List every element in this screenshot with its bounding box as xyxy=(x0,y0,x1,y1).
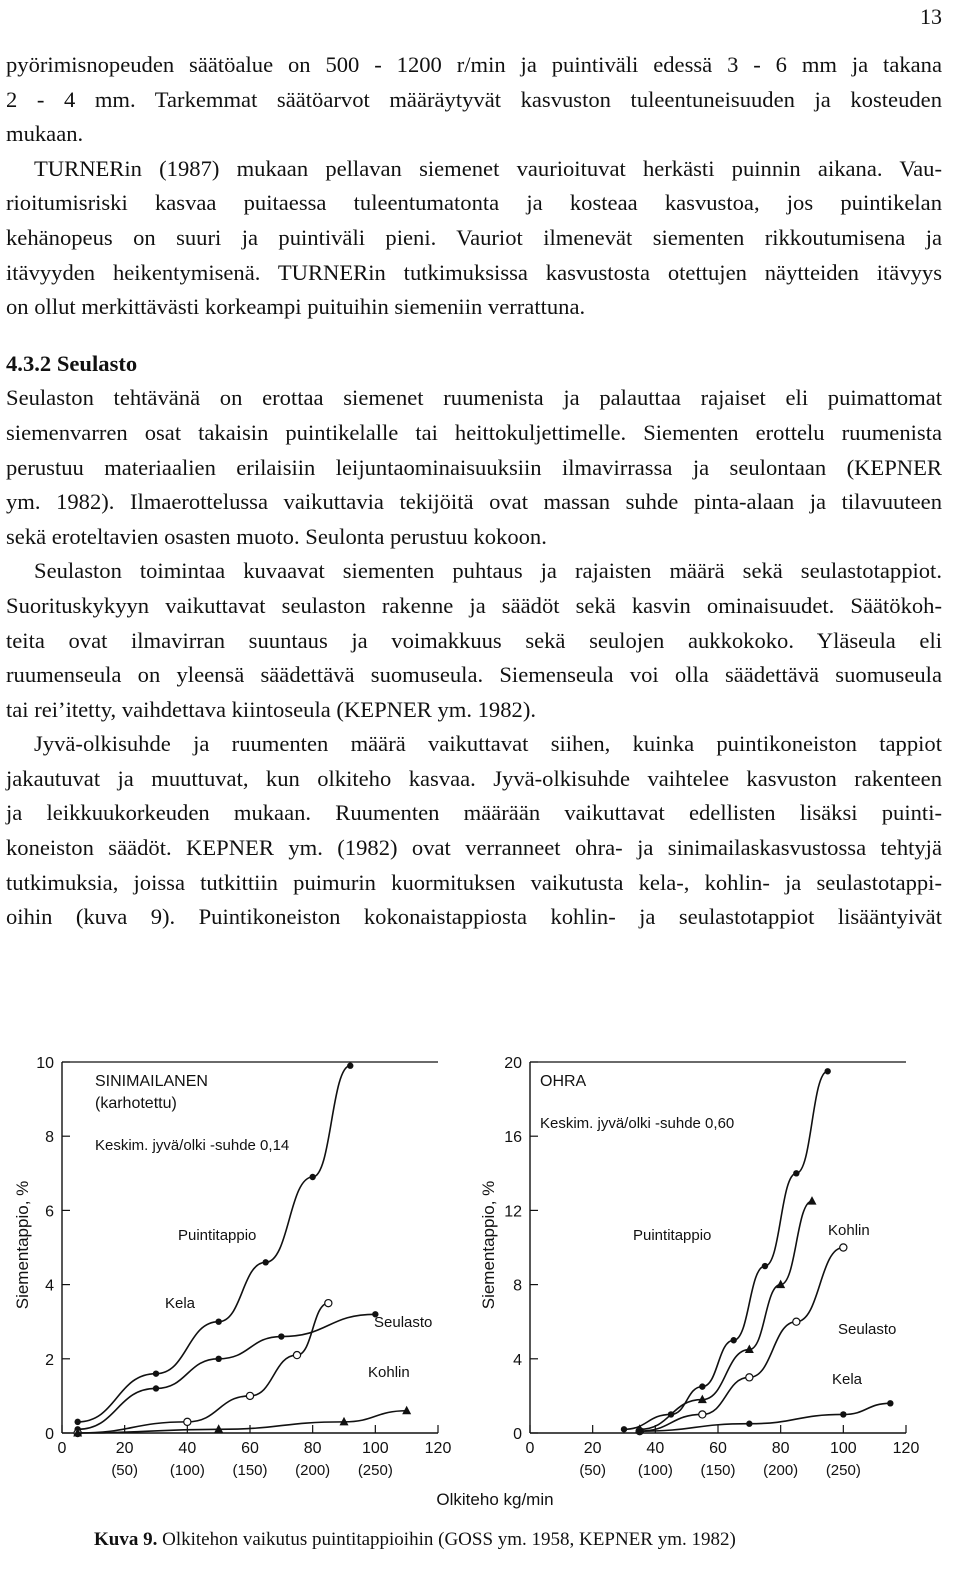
x-tick-label: 100 xyxy=(829,1440,857,1457)
x-tick-label-secondary: (50) xyxy=(579,1462,607,1479)
page-number: 13 xyxy=(920,4,942,29)
paragraph xyxy=(6,381,942,554)
y-axis-label: Siementappio, % xyxy=(479,1180,498,1310)
data-point xyxy=(808,1196,817,1205)
data-point xyxy=(793,1318,800,1325)
x-tick-label-secondary: (50) xyxy=(111,1462,139,1479)
caption-label: Kuva 9. xyxy=(94,1529,158,1550)
data-point xyxy=(278,1333,284,1339)
data-point xyxy=(793,1170,799,1176)
series-label: Kela xyxy=(165,1295,196,1312)
chart-note: Keskim. jyvä/olki -suhde 0,60 xyxy=(540,1115,735,1132)
text-line: tai rei’itetty, vaihdettava kiintoseula (KEPNER ym. 1982). xyxy=(6,696,536,722)
data-point xyxy=(699,1383,705,1389)
text-line: siemenvarren osat takaisin puintikelalle tai heittokuljettimelle. Siementen erottelu ruumenista xyxy=(6,419,942,445)
y-tick-label: 2 xyxy=(45,1351,54,1369)
x-tick-label-secondary: (100) xyxy=(637,1462,673,1479)
series-label: Kela xyxy=(832,1371,863,1388)
text-line: perustuu materiaalien erilaisiin leijuntaominaisuuksiin ilmavirrassa ja seulontaan (KEPNER xyxy=(6,454,942,480)
y-tick-label: 20 xyxy=(504,1055,522,1072)
x-tick-label-secondary: (250) xyxy=(825,1462,861,1479)
text-line: tutkimuksia, joissa tutkittiin puimurin kuormituksen vaikutusta kela-, kohlin- ja seulastotappi- xyxy=(6,869,942,895)
text-line: Jyvä-olkisuhde ja ruumenten määrä vaikuttavat siihen, kuinka puintikoneiston tappiot xyxy=(34,731,942,757)
text-line: sekä eroteltavien osasten muoto. Seulonta perustuu kokoon. xyxy=(6,523,547,549)
text-line: teita ovat ilmavirran suuntaus ja voimakkuus sekä seulojen aukkokoko. Yläseula eli xyxy=(6,627,942,653)
chart-sinimailanen xyxy=(13,1055,451,1479)
data-point xyxy=(746,1421,752,1427)
data-point xyxy=(153,1385,159,1391)
y-tick-label: 4 xyxy=(513,1351,522,1369)
text-line: TURNERin (1987) mukaan pellavan siemenet vaurioituvat herkästi puinnin aikana. Vau- xyxy=(34,155,942,181)
paragraph xyxy=(6,554,942,727)
data-point xyxy=(325,1300,332,1307)
series-label: Puintitappio xyxy=(633,1227,712,1244)
x-axis-label: Olkiteho kg/min xyxy=(436,1490,554,1509)
chart-title: SINIMAILANEN xyxy=(95,1073,208,1090)
x-tick-label-secondary: (150) xyxy=(700,1462,736,1479)
series-line-kela xyxy=(78,1314,376,1429)
figure-caption xyxy=(94,1529,736,1551)
x-tick-label: 60 xyxy=(709,1440,727,1457)
x-tick-label: 0 xyxy=(525,1440,535,1457)
text-line: itävyyden heikentymisenä. TURNERin tutkimuksissa kasvustosta otettujen näytteiden itävyys xyxy=(6,259,942,285)
chart-title: OHRA xyxy=(540,1073,587,1090)
x-tick-label: 0 xyxy=(57,1440,67,1457)
chart-subtitle: (karhotettu) xyxy=(95,1095,177,1112)
paragraph xyxy=(6,152,942,325)
x-tick-label: 20 xyxy=(583,1440,602,1457)
text-line: koneiston säädöt. KEPNER ym. (1982) ovat verranneet ohra- ja sinimailaskasvustossa tehtyjä xyxy=(6,835,942,861)
x-tick-label: 80 xyxy=(303,1440,322,1457)
text-line: mukaan. xyxy=(6,121,84,147)
data-point xyxy=(824,1068,830,1074)
data-point xyxy=(309,1174,315,1180)
x-tick-label: 120 xyxy=(424,1440,452,1457)
data-point xyxy=(215,1319,221,1325)
y-axis-label: Siementappio, % xyxy=(13,1180,32,1310)
body-text xyxy=(6,48,942,935)
x-tick-label-secondary: (200) xyxy=(763,1462,799,1479)
caption-text: Olkitehon vaikutus puintitappioihin (GOSS ym. 1958, KEPNER ym. 1982) xyxy=(162,1529,736,1550)
data-point xyxy=(762,1263,768,1269)
chart-note: Keskim. jyvä/olki -suhde 0,14 xyxy=(95,1137,290,1154)
text-line: rioitumisriski kasvaa puitaessa tuleentumatonta ja kosteaa kasvustoa, jos puintikelan xyxy=(6,190,942,216)
y-tick-label: 4 xyxy=(45,1277,54,1295)
series-line-kela xyxy=(640,1403,891,1431)
series-label: Kohlin xyxy=(368,1364,410,1381)
text-line: oihin (kuva 9). Puintikoneiston kokonaistappiosta kohlin- ja seulastotappiot lisääntyivät xyxy=(6,904,942,930)
series-label: Seulasto xyxy=(838,1321,897,1338)
text-line: pyörimisnopeuden säätöalue on 500 - 1200 r/min ja puintiväli edessä 3 - 6 mm ja takana xyxy=(6,52,942,77)
series-line-seulasto xyxy=(640,1248,844,1432)
text-line: on ollut merkittävästi korkeampi puituihin siemeniin verrattuna. xyxy=(6,294,586,320)
text-line: Suorituskykyyn vaikuttavat seulaston rakenne ja säädöt sekä kasvin ominaisuudet. Säätökoh- xyxy=(6,592,942,618)
x-tick-label: 20 xyxy=(115,1440,134,1457)
series-label: Puintitappio xyxy=(178,1227,257,1244)
x-tick-label: 60 xyxy=(241,1440,259,1457)
x-tick-label-secondary: (100) xyxy=(169,1462,205,1479)
y-tick-label: 6 xyxy=(45,1203,54,1221)
x-tick-label-secondary: (200) xyxy=(295,1462,331,1479)
data-point xyxy=(746,1374,753,1381)
section-heading: 4.3.2 Seulasto xyxy=(6,350,138,376)
data-point xyxy=(184,1418,191,1425)
data-point xyxy=(293,1351,300,1358)
y-tick-label: 10 xyxy=(36,1055,54,1072)
text-line: ym. 1982). Ilmaerottelussa vaikuttavia tekijöitä ovat massan suhde pinta-alaan ja tilavuuteen xyxy=(6,489,942,515)
x-tick-label: 40 xyxy=(178,1440,197,1457)
series-label: Seulasto xyxy=(374,1314,433,1331)
data-point xyxy=(215,1356,221,1362)
text-line: kehänopeus on suuri ja puintiväli pieni. Vauriot ilmenevät siementen rikkoutumisena ja xyxy=(6,224,942,250)
series-line-kohlin xyxy=(78,1411,407,1433)
x-tick-label-secondary: (150) xyxy=(232,1462,268,1479)
text-line: jakautuvat ja muuttuvat, kun olkiteho kasvaa. Jyvä-olkisuhde vaihtelee kasvuston rakenteen xyxy=(6,765,942,791)
x-tick-label: 80 xyxy=(771,1440,790,1457)
series-label: Kohlin xyxy=(828,1222,870,1239)
data-point xyxy=(887,1400,893,1406)
y-tick-label: 0 xyxy=(45,1426,54,1443)
data-point xyxy=(730,1337,736,1343)
text-line: Seulaston tehtävänä on erottaa siemenet ruumenista ja palauttaa rajaiset eli puimattomat xyxy=(6,385,942,411)
x-tick-label: 40 xyxy=(646,1440,665,1457)
y-tick-label: 8 xyxy=(45,1129,54,1147)
figure-charts xyxy=(0,1040,960,1520)
data-point xyxy=(262,1259,268,1265)
x-tick-label: 100 xyxy=(361,1440,389,1457)
data-point xyxy=(246,1392,253,1399)
data-point xyxy=(840,1411,846,1417)
text-line: Seulaston toimintaa kuvaavat siementen puhtaus ja rajaisten määrä sekä seulastotappiot. xyxy=(34,558,942,584)
y-tick-label: 16 xyxy=(504,1129,522,1147)
data-point xyxy=(699,1411,706,1418)
y-tick-label: 12 xyxy=(504,1203,522,1221)
y-tick-label: 8 xyxy=(513,1277,522,1295)
x-tick-label: 120 xyxy=(892,1440,920,1457)
series-line-seulasto xyxy=(78,1303,329,1433)
paragraph xyxy=(6,48,942,152)
data-point xyxy=(347,1063,353,1069)
data-point xyxy=(840,1244,847,1251)
y-tick-label: 0 xyxy=(513,1426,522,1443)
data-point xyxy=(621,1426,627,1432)
data-point xyxy=(74,1419,80,1425)
text-line: ruumenseula on yleensä säädettävä suomuseula. Siemenseula voi olla säädettävä suomuseula xyxy=(6,662,942,688)
chart-ohra xyxy=(479,1055,919,1479)
data-point xyxy=(636,1428,642,1434)
text-line: ja leikkuukorkeuden mukaan. Ruumenten määrään vaikuttavat edellisten lisäksi puinti- xyxy=(6,800,942,826)
data-point xyxy=(153,1370,159,1376)
x-tick-label-secondary: (250) xyxy=(357,1462,393,1479)
paragraph xyxy=(6,727,942,935)
text-line: 2 - 4 mm. Tarkemmat säätöarvot määräytyvät kasvuston tuleentuneisuuden ja kosteuden xyxy=(6,86,942,112)
